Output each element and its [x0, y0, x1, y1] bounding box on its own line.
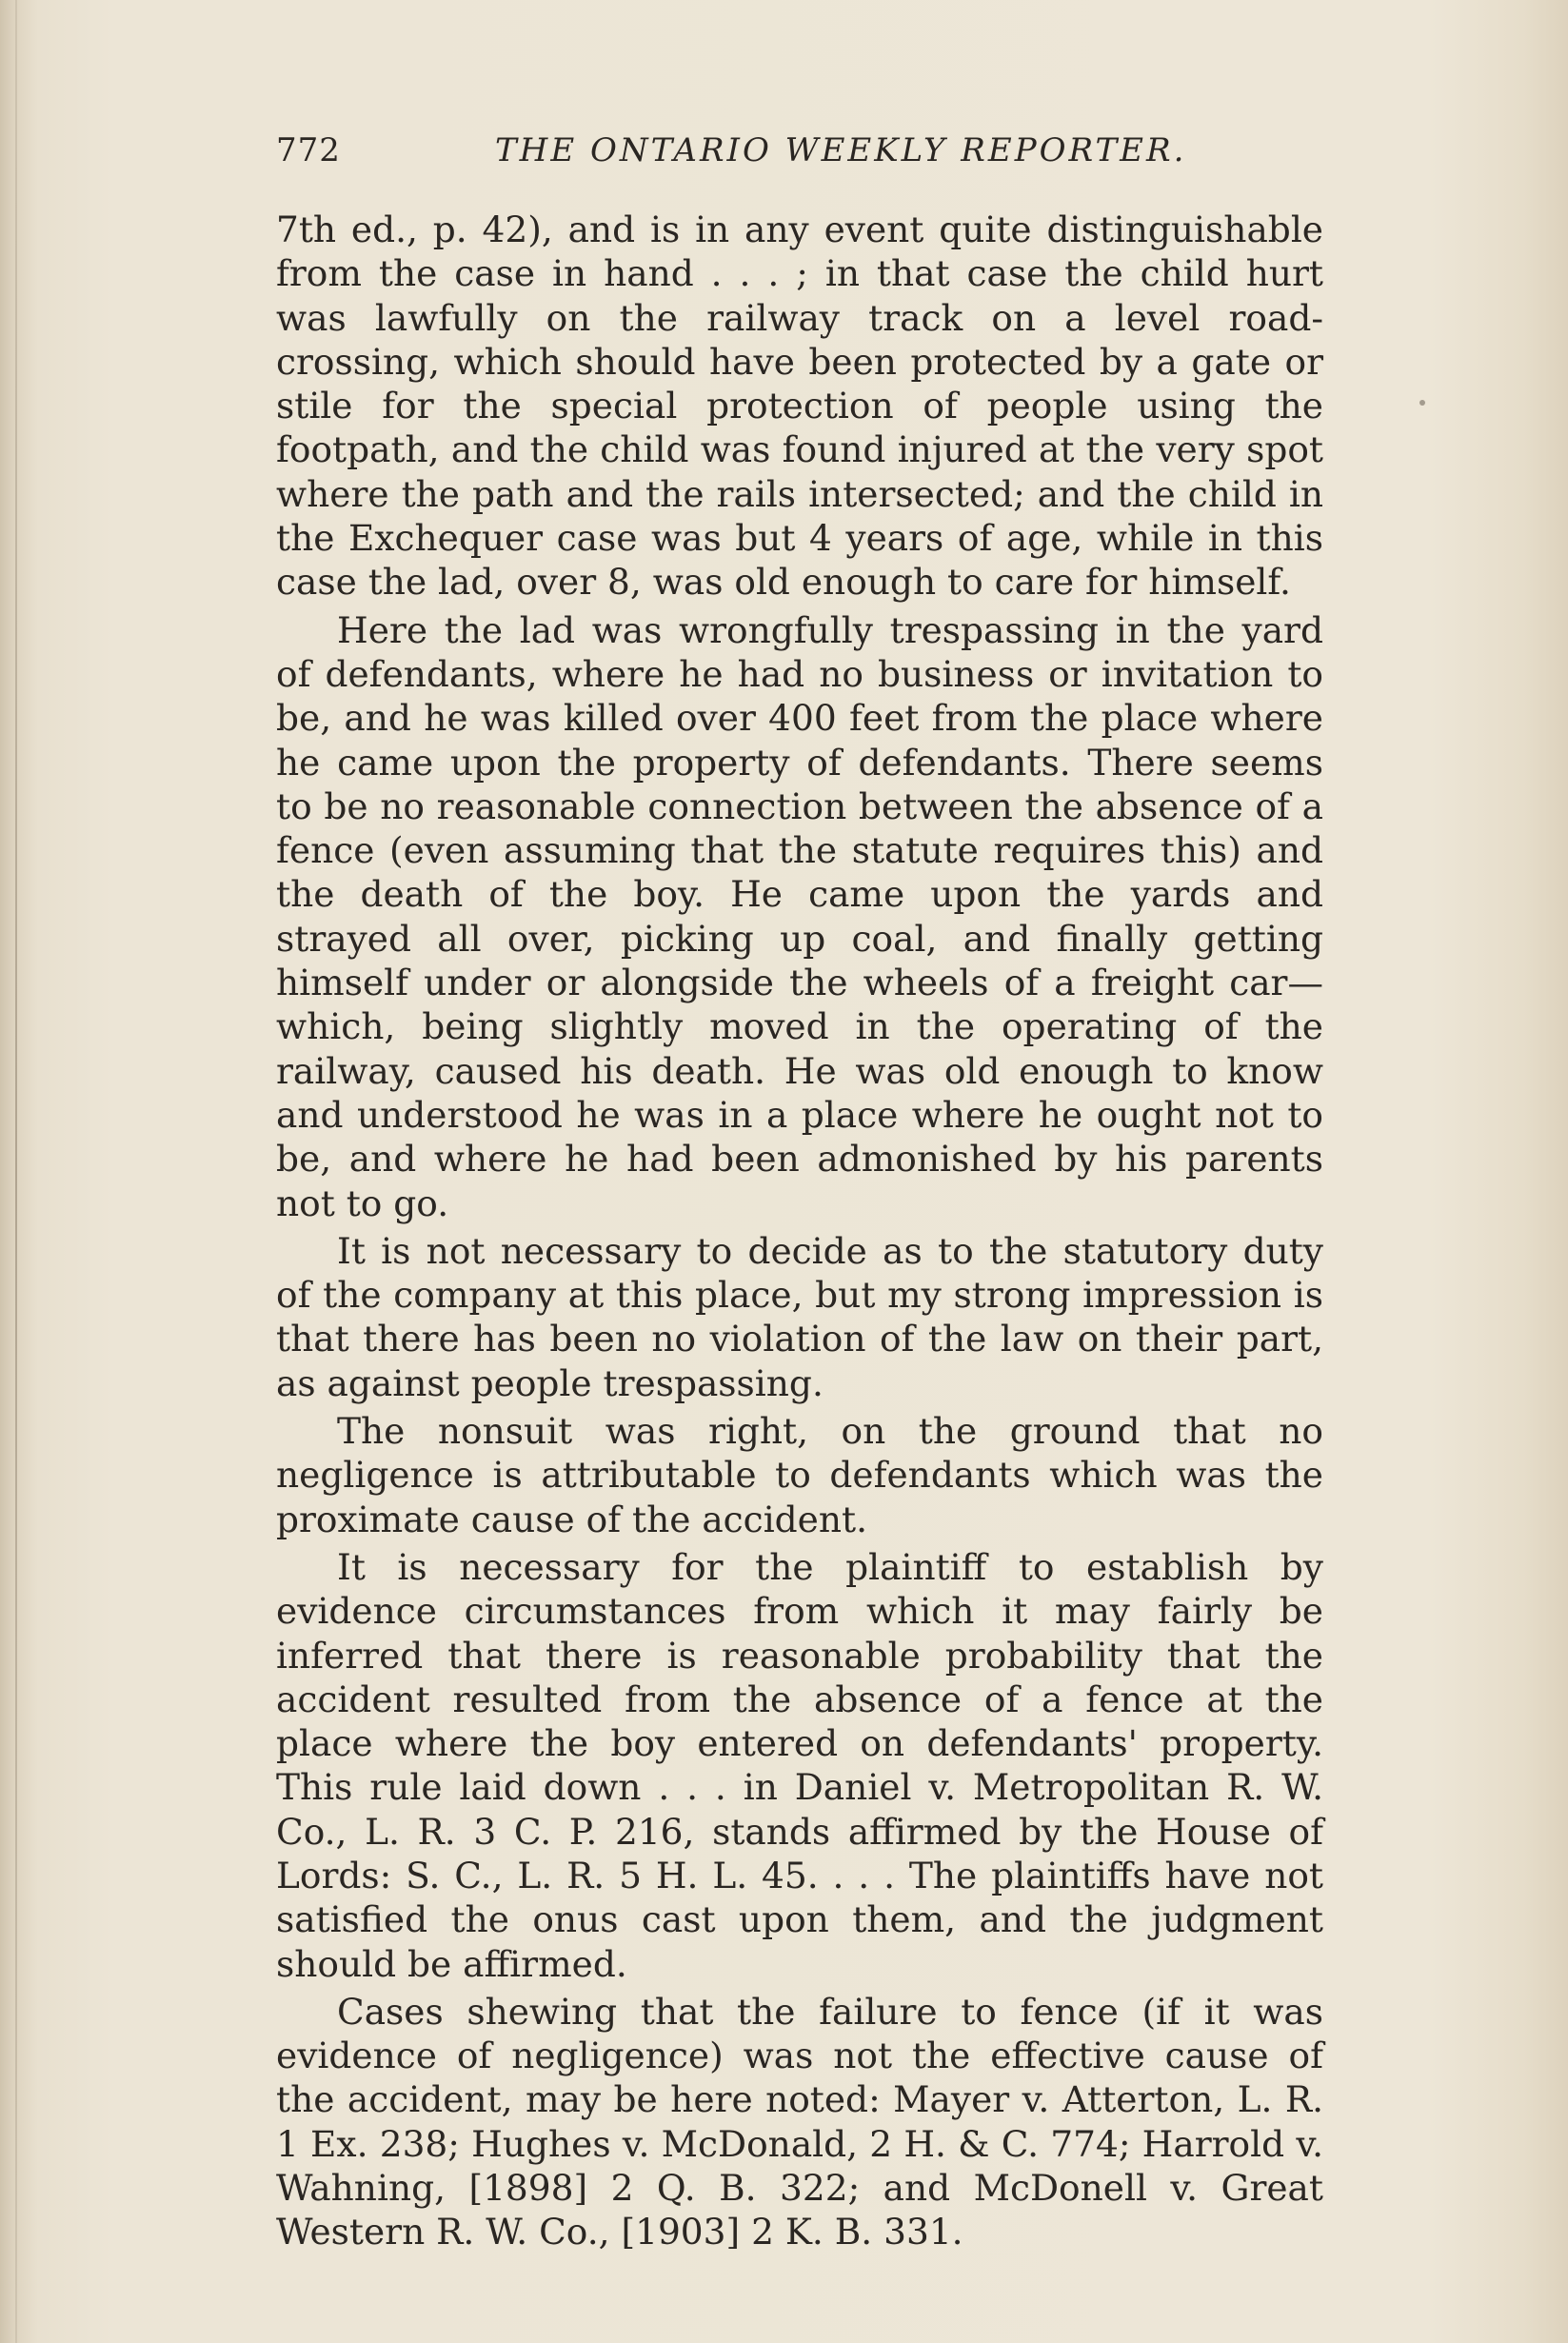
- paragraph-nonsuit: The nonsuit was right, on the ground that no negligence is attributable to defendants which was the proximate cause of the accident.: [276, 1410, 1323, 1540]
- paragraph-cases-cited: Cases shewing that the failure to fence (if it was evidence of negligence) was not the effective cause of the accident, may be here noted: Mayer v. Atterton, L. R. 1 Ex. 238; Hughes v. McDonald, 2 H. & C. 774; Harrold v. Wahning, [1898] 2 Q. B. 322; and McDonell v. Great Western R. W. Co., [1903] 2 K. B. 331.: [276, 1990, 1323, 2254]
- running-title: THE ONTARIO WEEKLY REPORTER.: [495, 131, 1187, 169]
- paragraph-continuation: 7th ed., p. 42), and is in any event quite distinguishable from the case in hand . . . ; in that case the child hurt was lawfully on the railway track on a level road-crossing, which should have been protected by a gate or stile for the special protection of people using the footpath, and the child was found injured at the very spot where the path and the rails intersected; and the child in the Exchequer case was but 4 years of age, while in this case the lad, over 8, was old enough to care for himself.: [276, 208, 1323, 604]
- paragraph-evidence-rule: It is necessary for the plaintiff to establish by evidence circumstances from which it may fairly be inferred that there is reasonable probability that the accident resulted from the absence of a fence at the place where the boy entered on defendants' property. This rule laid down . . . in Daniel v. Metropolitan R. W. Co., L. R. 3 C. P. 216, stands affirmed by the House of Lords: S. C., L. R. 5 H. L. 45. . . . The plaintiffs have not satisfied the onus cast upon them, and the judgment should be affirmed.: [276, 1545, 1323, 1985]
- binding-gutter: [15, 0, 17, 2343]
- paragraph-trespass: Here the lad was wrongfully trespassing in the yard of defendants, where he had no business or invitation to be, and he was killed over 400 feet from the place where he came upon the property of defendants. There seems to be no reasonable connection between the absence of a fence (even assuming that the statute requires this) and the death of the boy. He came upon the yards and strayed all over, picking up coal, and finally getting himself under or alongside the wheels of a freight car—which, being slightly moved in the operating of the railway, caused his death. He was old enough to know and understood he was in a place where he ought not to be, and where he had been admonished by his parents not to go.: [276, 608, 1323, 1224]
- paper-speck: [1419, 400, 1425, 406]
- body-text: [276, 208, 1323, 2258]
- page-number: 772: [276, 131, 341, 169]
- paragraph-statutory-duty: It is not necessary to decide as to the statutory duty of the company at this place, but my strong impression is that there has been no violation of the law on their part, as against people trespassing.: [276, 1229, 1323, 1404]
- page-header: [276, 124, 1314, 181]
